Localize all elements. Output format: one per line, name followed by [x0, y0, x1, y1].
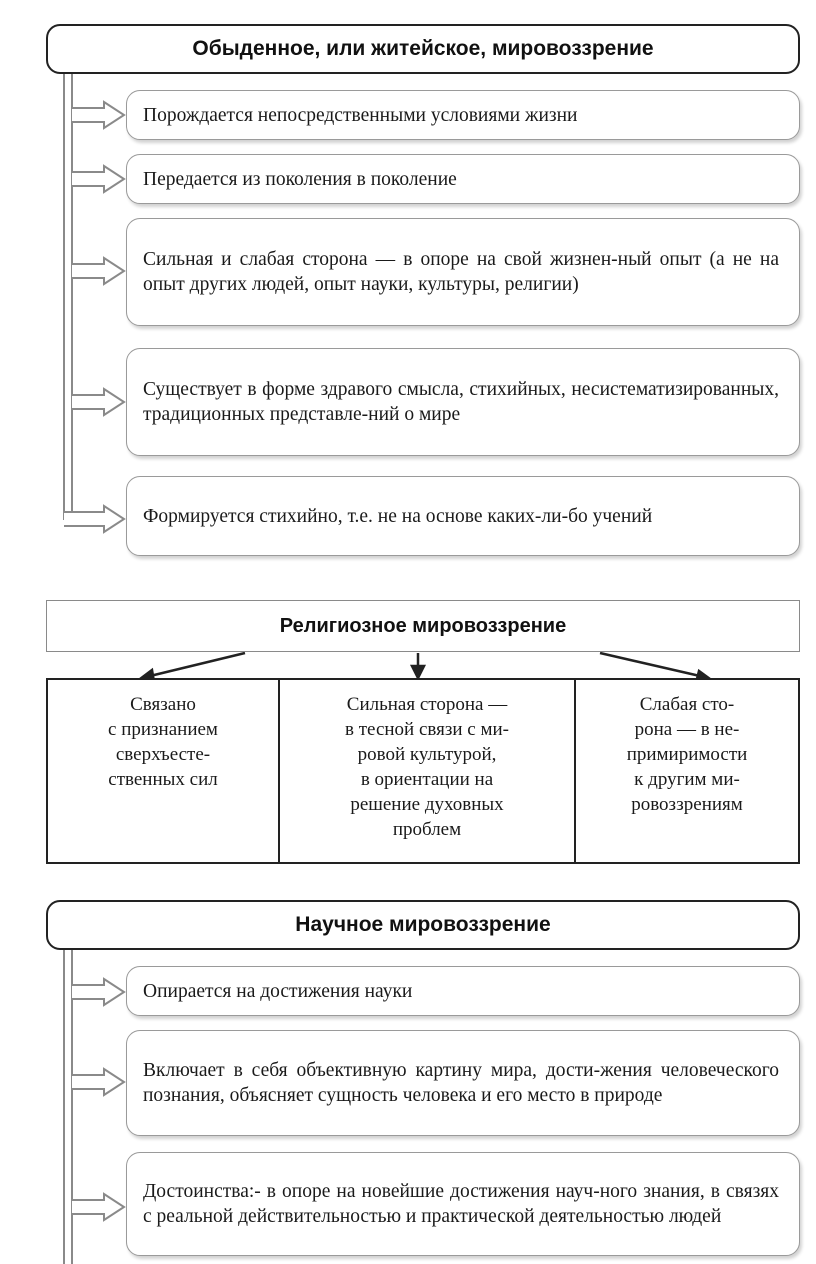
everyday-title: Обыденное, или житейское, мировоззрение	[192, 37, 654, 60]
arrow-2	[72, 166, 124, 192]
scientific-item-3: Достоинства:- в опоре на новейшие достижения науч-ного знания, в связях с реальной действительностью и практической деятельностью людей	[126, 1152, 800, 1256]
arrow-4	[72, 389, 124, 415]
scientific-item-2: Включает в себя объективную картину мира, дости-жения человеческого познания, объясняет сущность человека и его место в природе	[126, 1030, 800, 1136]
everyday-trunk	[64, 70, 72, 520]
religious-cell-2: Сильная сторона — в тесной связи с ми- ровой культурой, в ориентации на решение духовных проблем	[278, 680, 574, 862]
scientific-trunk	[64, 945, 72, 1264]
arrow-s3	[72, 1194, 124, 1220]
scientific-header	[46, 900, 800, 950]
arrow-1	[72, 102, 124, 128]
arrow-3	[72, 258, 124, 284]
religious-table	[46, 678, 800, 864]
religious-title: Религиозное мировоззрение	[279, 614, 567, 637]
scientific-item-1: Опирается на достижения науки	[126, 966, 800, 1016]
everyday-item-4: Существует в форме здравого смысла, стихийных, несистематизированных, традиционных представле-ний о мире	[126, 348, 800, 456]
everyday-item-5: Формируется стихийно, т.е. не на основе каких-ли-бо учений	[126, 476, 800, 556]
everyday-header	[46, 24, 800, 74]
religious-cell-1: Связано с признанием сверхъесте- ственных сил	[108, 694, 218, 790]
arrow-s2	[72, 1069, 124, 1095]
everyday-item-2: Передается из поколения в поколение	[126, 154, 800, 204]
religious-header	[46, 600, 800, 652]
everyday-item-3: Сильная и слабая сторона — в опоре на свой жизнен-ный опыт (а не на опыт других людей, опыт науки, культуры, религии)	[126, 218, 800, 326]
arrow-s1	[72, 979, 124, 1005]
religious-cell-3: Слабая сто- рона — в не- примиримости к другим ми- ровоззрениям	[574, 680, 798, 862]
everyday-item-1: Порождается непосредственными условиями жизни	[126, 90, 800, 140]
scientific-title: Научное мировоззрение	[295, 913, 551, 936]
